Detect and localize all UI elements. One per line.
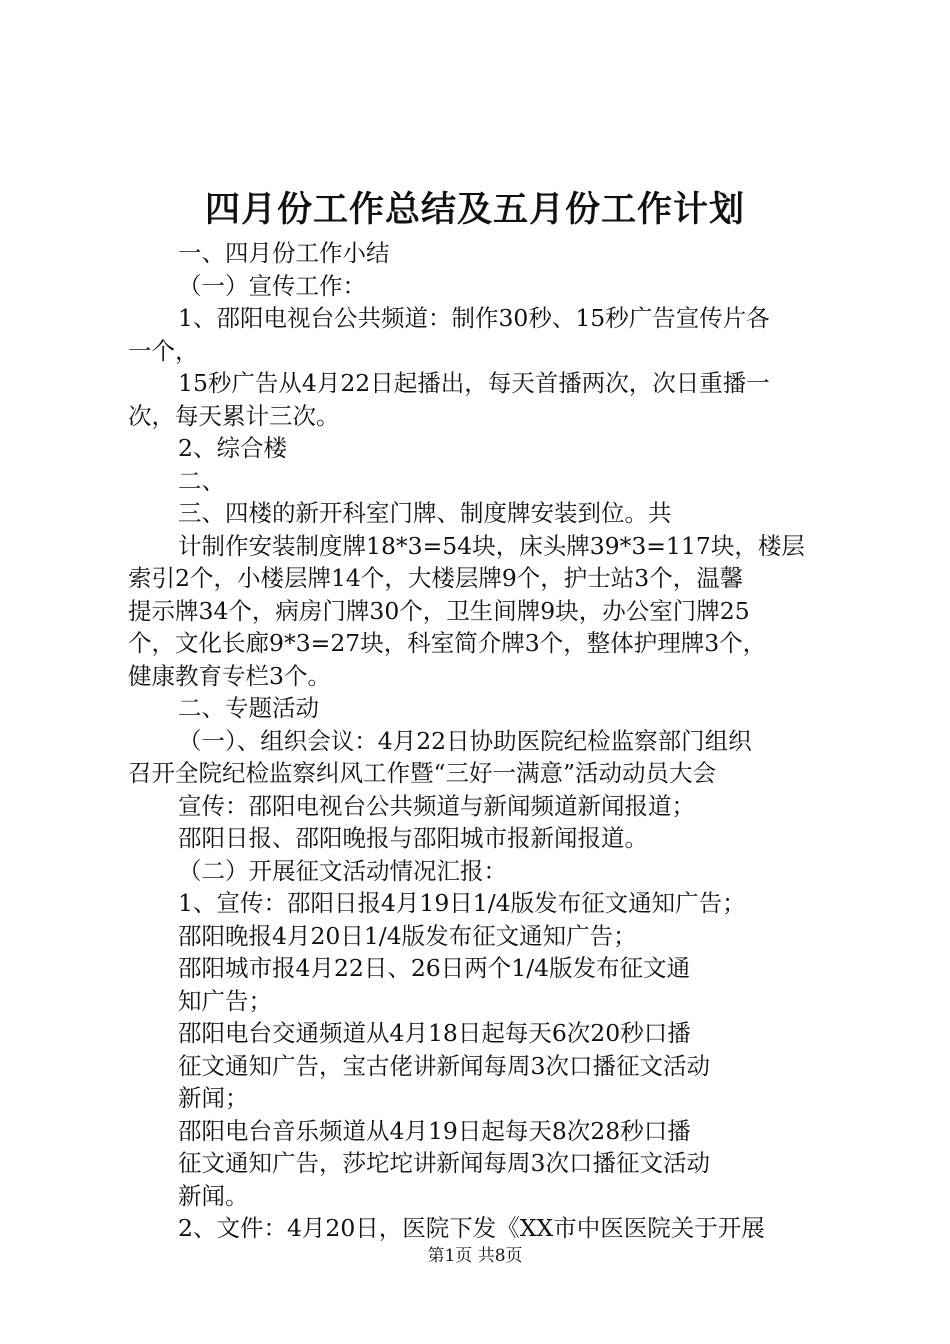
document-title: 四月份工作总结及五月份工作计划 xyxy=(204,189,745,230)
document-body xyxy=(128,237,838,1245)
body-line: 召开全院纪检监察纠风工作暨“三好一满意”活动动员大会 xyxy=(128,759,717,787)
body-line: 邵阳日报、邵阳晚报与邵阳城市报新闻报道。 xyxy=(178,824,648,852)
page-number-footer: 第1页 共8页 xyxy=(427,1246,523,1266)
body-line: 征文通知广告，莎坨坨讲新闻每周3次口播征文活动 xyxy=(178,1149,710,1177)
body-line: 征文通知广告，宝古佬讲新闻每周3次口播征文活动 xyxy=(178,1051,710,1080)
body-line: 邵阳城市报4月22日、26日两个1/4版发布征文通 xyxy=(178,954,691,982)
body-line: 二、 xyxy=(178,466,225,495)
body-line: 次，每天累计三次。 xyxy=(128,401,340,430)
body-line: 新闻； xyxy=(178,1084,249,1112)
body-line: 二、专题活动 xyxy=(178,694,319,722)
body-line: 邵阳电台交通频道从4月18日起每天6次20秒口播 xyxy=(178,1019,691,1047)
body-line: 2、综合楼 xyxy=(178,434,287,462)
body-line: 个，文化长廊9*3=27块，科室简介牌3个，整体护理牌3个， xyxy=(128,629,767,657)
body-line: 邵阳晚报4月20日1/4版发布征文通知广告； xyxy=(178,921,637,950)
body-line: 1、邵阳电视台公共频道：制作30秒、15秒广告宣传片各 xyxy=(178,304,770,332)
body-line: 宣传：邵阳电视台公共频道与新闻频道新闻报道； xyxy=(178,791,695,820)
body-line: 一个， xyxy=(128,336,199,365)
body-line: （一）、组织会议：4月22日协助医院纪检监察部门组织 xyxy=(178,726,752,755)
body-line: 新闻。 xyxy=(178,1181,249,1210)
body-line: 计制作安装制度牌18*3=54块，床头牌39*3=117块，楼层 xyxy=(178,531,805,560)
body-line: 1、宣传：邵阳日报4月19日1/4版发布征文通知广告； xyxy=(178,889,746,917)
body-line: 索引2个，小楼层牌14个，大楼层牌9个，护士站3个，温馨 xyxy=(128,564,744,592)
body-line: 2、文件：4月20日，医院下发《XX市中医医院关于开展 xyxy=(178,1214,765,1242)
body-line: （二）开展征文活动情况汇报： xyxy=(178,856,507,885)
body-line: 一、四月份工作小结 xyxy=(178,239,390,267)
body-line: 三、四楼的新开科室门牌、制度牌安装到位。共 xyxy=(178,499,672,527)
body-line: 提示牌34个，病房门牌30个，卫生间牌9块，办公室门牌25 xyxy=(128,596,750,625)
body-line: （一）宣传工作： xyxy=(178,271,366,300)
body-line: 15秒广告从4月22日起播出，每天首播两次，次日重播一 xyxy=(178,369,770,397)
body-line: 知广告； xyxy=(178,986,272,1015)
body-line: 健康教育专栏3个。 xyxy=(128,661,331,690)
body-line: 邵阳电台音乐频道从4月19日起每天8次28秒口播 xyxy=(178,1116,691,1145)
